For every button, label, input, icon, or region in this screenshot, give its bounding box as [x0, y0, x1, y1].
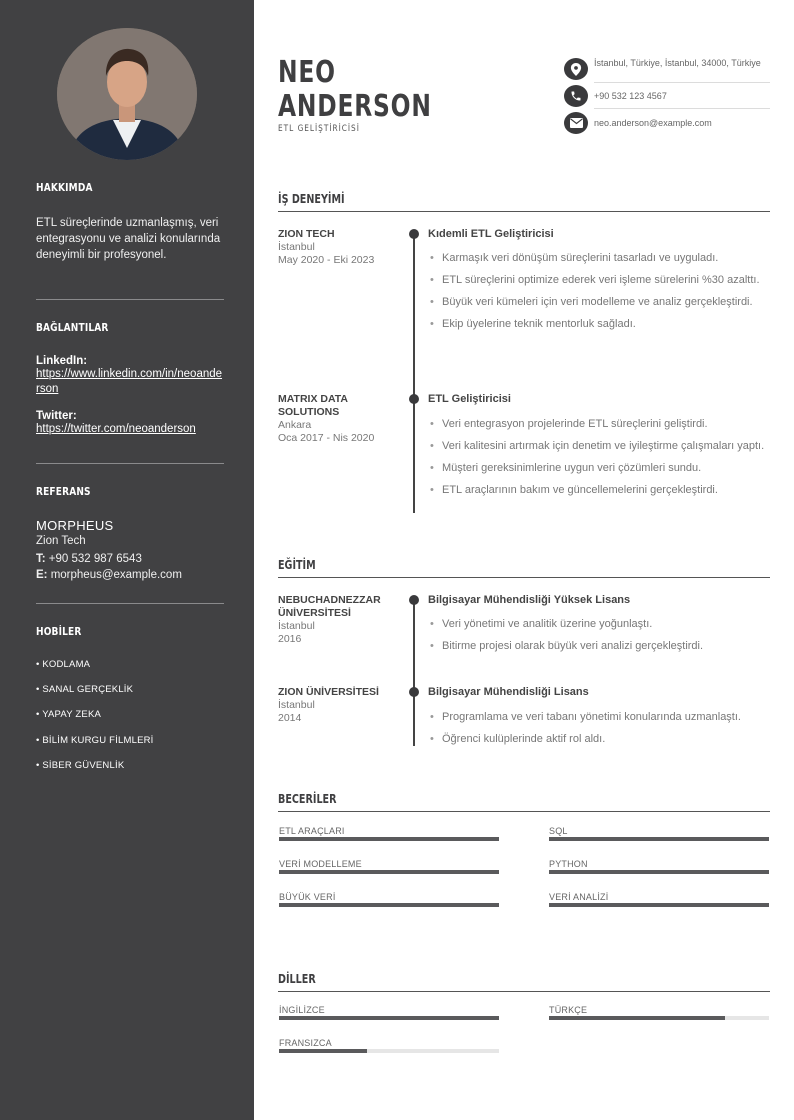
skill-bar [549, 903, 769, 907]
list-item: • Veri yönetimi ve analitik üzerine yoğunlaştı. [428, 617, 768, 632]
skill-name: PYTHON [549, 859, 588, 869]
hobby-item: • SANAL GERÇEKLİK [36, 684, 134, 695]
language-bar-fill [279, 1016, 499, 1020]
skill-item [549, 859, 769, 869]
education-dates: 2016 [278, 633, 302, 645]
skill-bar [549, 870, 769, 874]
skill-item [279, 859, 499, 869]
last-name: ANDERSON [278, 89, 432, 124]
language-item [279, 1038, 499, 1048]
skill-name: ETL ARAÇLARI [279, 826, 345, 836]
experience-role: ETL Geliştiricisi [428, 393, 511, 405]
language-name: İNGİLİZCE [279, 1005, 325, 1015]
skills-heading: BECERİLER [278, 792, 337, 806]
skill-item [279, 826, 499, 836]
experience-dates: Oca 2017 - Nis 2020 [278, 432, 375, 444]
envelope-icon [564, 112, 588, 134]
hobby-item: • YAPAY ZEKA [36, 709, 102, 720]
experience-heading: İŞ DENEYİMİ [278, 192, 345, 206]
linkedin-label: LinkedIn: [36, 355, 88, 367]
list-item: • Ekip üyelerine teknik mentorluk sağladı. [428, 317, 768, 332]
timeline-dot [409, 595, 419, 605]
language-bar-fill [549, 1016, 725, 1020]
skill-bar-fill [549, 870, 769, 874]
reference-phone-row [36, 551, 224, 567]
skill-item [549, 826, 769, 836]
skill-bar [549, 837, 769, 841]
timeline-dot [409, 394, 419, 404]
experience-timeline [413, 233, 415, 513]
twitter-link[interactable]: https://twitter.com/neoanderson [36, 423, 196, 435]
experience-location: İstanbul [278, 241, 315, 253]
education-bullets [428, 617, 768, 661]
language-bar [549, 1016, 769, 1020]
education-heading: EĞİTİM [278, 558, 316, 572]
list-item: • Bitirme projesi olarak büyük veri analizi gerçekleştirdi. [428, 639, 768, 654]
education-bullets [428, 710, 768, 754]
hobby-item: • BİLİM KURGU FİLMLERİ [36, 735, 154, 746]
education-degree: Bilgisayar Mühendisliği Yüksek Lisans [428, 594, 631, 606]
list-item: • Veri kalitesini artırmak için denetim ve iyileştirme çalışmaları yaptı. [428, 439, 768, 454]
language-bar [279, 1016, 499, 1020]
reference-email: morpheus@example.com [50, 569, 182, 581]
contact-divider [594, 82, 770, 83]
reference-name: MORPHEUS [36, 518, 114, 533]
skill-name: BÜYÜK VERİ [279, 892, 336, 902]
education-location: İstanbul [278, 620, 315, 632]
list-item: • Öğrenci kulüplerinde aktif rol aldı. [428, 732, 768, 747]
section-rule [278, 991, 770, 992]
contact-address: İstanbul, Türkiye, İstanbul, 34000, Türkiye [594, 58, 761, 68]
about-text: ETL süreçlerinde uzmanlaşmış, veri entegrasyonu ve analizi konularında deneyimli bir profesyonel. [36, 217, 221, 261]
experience-location: Ankara [278, 419, 312, 431]
language-name: TÜRKÇE [549, 1005, 588, 1015]
education-org: NEBUCHADNEZZAR ÜNİVERSİTESİ [278, 594, 381, 619]
reference-heading: REFERANS [36, 485, 91, 498]
list-item: • Büyük veri kümeleri için veri modelleme ve analiz gerçekleştirdi. [428, 295, 768, 310]
section-rule [278, 211, 770, 212]
portrait-image [57, 28, 197, 160]
skill-bar [279, 837, 499, 841]
skill-name: VERİ MODELLEME [279, 859, 362, 869]
about-heading: HAKKIMDA [36, 181, 93, 194]
phone-icon [564, 85, 588, 107]
full-name [278, 56, 432, 124]
skill-name: VERİ ANALİZİ [549, 892, 609, 902]
education-entry-meta [278, 686, 398, 725]
skill-bar [279, 870, 499, 874]
contact-divider [594, 108, 770, 109]
list-item: • ETL süreçlerini optimize ederek veri işleme sürelerini %30 azalttı. [428, 273, 768, 288]
hobby-item: • SİBER GÜVENLİK [36, 760, 125, 771]
linkedin-link[interactable]: https://www.linkedin.com/in/neoanderson [36, 368, 223, 395]
reference-company: Zion Tech [36, 535, 86, 547]
language-bar [279, 1049, 499, 1053]
sidebar-divider [36, 299, 224, 300]
sidebar-divider [36, 603, 224, 604]
skill-bar-fill [279, 870, 499, 874]
profile-photo [57, 28, 197, 160]
skill-bar-fill [279, 837, 499, 841]
skill-bar-fill [549, 837, 769, 841]
timeline-dot [409, 687, 419, 697]
skill-item [279, 892, 499, 902]
list-item: • Veri entegrasyon projelerinde ETL süreçlerini geliştirdi. [428, 417, 768, 432]
language-bar-fill [279, 1049, 367, 1053]
education-entry-meta [278, 594, 398, 646]
skill-item [549, 892, 769, 902]
education-location: İstanbul [278, 699, 315, 711]
contact-phone: +90 532 123 4567 [594, 91, 667, 101]
hobby-item: • KODLAMA [36, 659, 91, 670]
language-item [279, 1005, 499, 1015]
sidebar [0, 0, 254, 1120]
hobbies-section [36, 625, 224, 638]
education-degree: Bilgisayar Mühendisliği Lisans [428, 686, 589, 698]
timeline-dot [409, 229, 419, 239]
education-dates: 2014 [278, 712, 302, 724]
reference-email-row [36, 567, 224, 583]
reference-section [36, 485, 224, 583]
reference-phone: +90 532 987 6543 [48, 553, 142, 565]
experience-bullets [428, 251, 768, 339]
experience-bullets [428, 417, 768, 505]
skill-bar-fill [549, 903, 769, 907]
location-pin-icon [564, 58, 588, 80]
experience-org: ZION TECH [278, 228, 335, 240]
sidebar-divider [36, 463, 224, 464]
about-section [36, 181, 224, 263]
section-rule [278, 811, 770, 812]
hobbies-heading: HOBİLER [36, 625, 82, 638]
language-item [549, 1005, 769, 1015]
twitter-label: Twitter: [36, 410, 77, 422]
experience-org: MATRIX DATA SOLUTIONS [278, 393, 348, 418]
experience-entry-meta [278, 228, 398, 267]
links-section [36, 321, 224, 437]
skill-bar-fill [279, 903, 499, 907]
links-heading: BAĞLANTILAR [36, 321, 109, 334]
education-timeline [413, 598, 415, 746]
section-rule [278, 577, 770, 578]
experience-entry-meta [278, 393, 398, 445]
contact-email[interactable]: neo.anderson@example.com [594, 118, 712, 128]
languages-heading: DİLLER [278, 972, 316, 986]
skill-name: SQL [549, 826, 568, 836]
education-org: ZION ÜNİVERSİTESİ [278, 686, 379, 698]
experience-role: Kıdemli ETL Geliştiricisi [428, 228, 554, 240]
experience-dates: May 2020 - Eki 2023 [278, 254, 375, 266]
reference-email-label: E: [36, 569, 48, 581]
job-title: ETL GELİŞTİRİCİSİ [278, 124, 360, 134]
list-item: • ETL araçlarının bakım ve güncellemelerini gerçekleştirdi. [428, 483, 768, 498]
language-name: FRANSIZCA [279, 1038, 332, 1048]
list-item: • Karmaşık veri dönüşüm süreçlerini tasarladı ve uyguladı. [428, 251, 768, 266]
reference-phone-label: T: [36, 553, 46, 565]
list-item: • Programlama ve veri tabanı yönetimi konularında uzmanlaştı. [428, 710, 768, 725]
list-item: • Müşteri gereksinimlerine uygun veri çözümleri sundu. [428, 461, 768, 476]
skill-bar [279, 903, 499, 907]
first-name: NEO [278, 55, 336, 90]
